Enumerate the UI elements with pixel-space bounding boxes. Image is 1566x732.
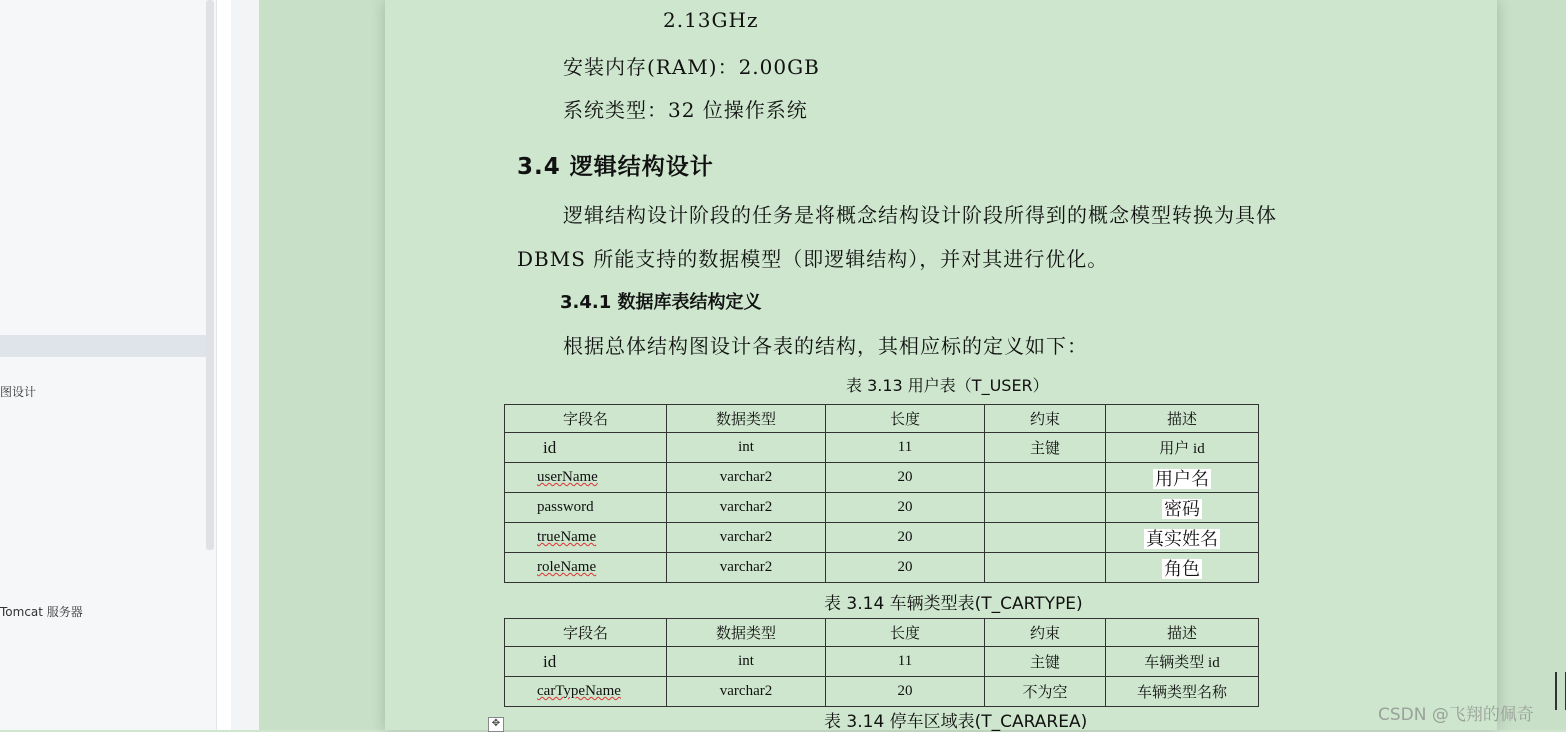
header-cell: 字段名 <box>505 619 667 647</box>
header-cell: 数据类型 <box>667 405 826 433</box>
length-cell: 11 <box>826 647 985 677</box>
header-cell: 描述 <box>1106 405 1259 433</box>
field-name-cell: userName <box>537 469 598 485</box>
user-table <box>504 404 1259 583</box>
constraint-cell: 不为空 <box>985 677 1106 707</box>
length-cell: 11 <box>826 433 985 463</box>
header-cell: 长度 <box>826 405 985 433</box>
nav-item-design[interactable]: 图设计 <box>0 385 37 399</box>
type-cell: varchar2 <box>667 493 826 523</box>
constraint-cell: 主键 <box>985 433 1106 463</box>
subsection-title: 3.4.1 数据库表结构定义 <box>560 292 762 313</box>
watermark: CSDN @飞翔的佩奇 <box>1378 705 1534 725</box>
description-cell: 密码 <box>1164 498 1200 519</box>
navigation-pane <box>0 0 217 730</box>
constraint-cell <box>985 463 1106 493</box>
description-cell: 用户名 <box>1155 468 1209 489</box>
description-cell: 角色 <box>1164 558 1200 579</box>
constraint-cell <box>985 523 1106 553</box>
type-cell: int <box>667 433 826 463</box>
header-cell: 字段名 <box>505 405 667 433</box>
paragraph-2: 根据总体结构图设计各表的结构，其相应标的定义如下： <box>563 334 1088 358</box>
table-row <box>505 493 1259 523</box>
length-cell: 20 <box>826 523 985 553</box>
table-row <box>505 433 1259 463</box>
length-cell: 20 <box>826 463 985 493</box>
constraint-cell <box>985 493 1106 523</box>
table-row <box>505 677 1259 707</box>
cpu-speed-text: 2.13GHz <box>663 8 759 32</box>
type-cell: varchar2 <box>667 677 826 707</box>
constraint-cell <box>985 553 1106 583</box>
move-anchor-icon[interactable]: ✥ <box>488 717 504 732</box>
table-3-caption: 表 3.14 停车区域表(T_CARAREA) <box>824 712 1088 732</box>
description-cell: 真实姓名 <box>1146 528 1218 549</box>
constraint-cell: 主键 <box>985 647 1106 677</box>
header-cell: 数据类型 <box>667 619 826 647</box>
pane-gutter <box>231 0 259 730</box>
field-name-cell: password <box>537 499 594 515</box>
ram-text: 安装内存(RAM)：2.00GB <box>563 55 820 79</box>
header-cell: 描述 <box>1106 619 1259 647</box>
length-cell: 20 <box>826 493 985 523</box>
table-2-caption: 表 3.14 车辆类型表(T_CARTYPE) <box>824 594 1083 614</box>
pane-splitter[interactable] <box>217 0 231 730</box>
field-name-cell: roleName <box>537 559 597 575</box>
description-cell: 车辆类型 id <box>1106 647 1259 677</box>
table-row <box>505 463 1259 493</box>
nav-item-selected[interactable] <box>0 335 206 357</box>
nav-scrollbar[interactable] <box>206 0 214 550</box>
type-cell: int <box>667 647 826 677</box>
header-cell: 约束 <box>985 619 1106 647</box>
description-cell: 用户 id <box>1106 433 1259 463</box>
field-name-cell: id <box>543 651 557 671</box>
section-title: 3.4 逻辑结构设计 <box>517 154 714 180</box>
table-header-row <box>505 405 1259 433</box>
table-row <box>505 647 1259 677</box>
table-1-caption: 表 3.13 用户表（T_USER） <box>846 376 1049 395</box>
paragraph-1-line-1: 逻辑结构设计阶段的任务是将概念结构设计阶段所得到的概念模型转换为具体 <box>563 203 1277 227</box>
table-row <box>505 523 1259 553</box>
type-cell: varchar2 <box>667 463 826 493</box>
type-cell: varchar2 <box>667 553 826 583</box>
car-type-table <box>504 618 1259 707</box>
field-name-cell: carTypeName <box>537 683 621 699</box>
length-cell: 20 <box>826 553 985 583</box>
nav-item-tomcat[interactable]: Tomcat 服务器 <box>0 605 83 619</box>
paragraph-1-line-2: DBMS 所能支持的数据模型（即逻辑结构），并对其进行优化。 <box>517 247 1109 271</box>
type-cell: varchar2 <box>667 523 826 553</box>
description-cell: 车辆类型名称 <box>1106 677 1259 707</box>
table-row <box>505 553 1259 583</box>
header-cell: 长度 <box>826 619 985 647</box>
field-name-cell: id <box>543 437 557 457</box>
length-cell: 20 <box>826 677 985 707</box>
header-cell: 约束 <box>985 405 1106 433</box>
table-header-row <box>505 619 1259 647</box>
field-name-cell: trueName <box>537 529 597 545</box>
system-type-text: 系统类型：32 位操作系统 <box>563 98 808 122</box>
resize-cursor-icon <box>1555 672 1566 710</box>
